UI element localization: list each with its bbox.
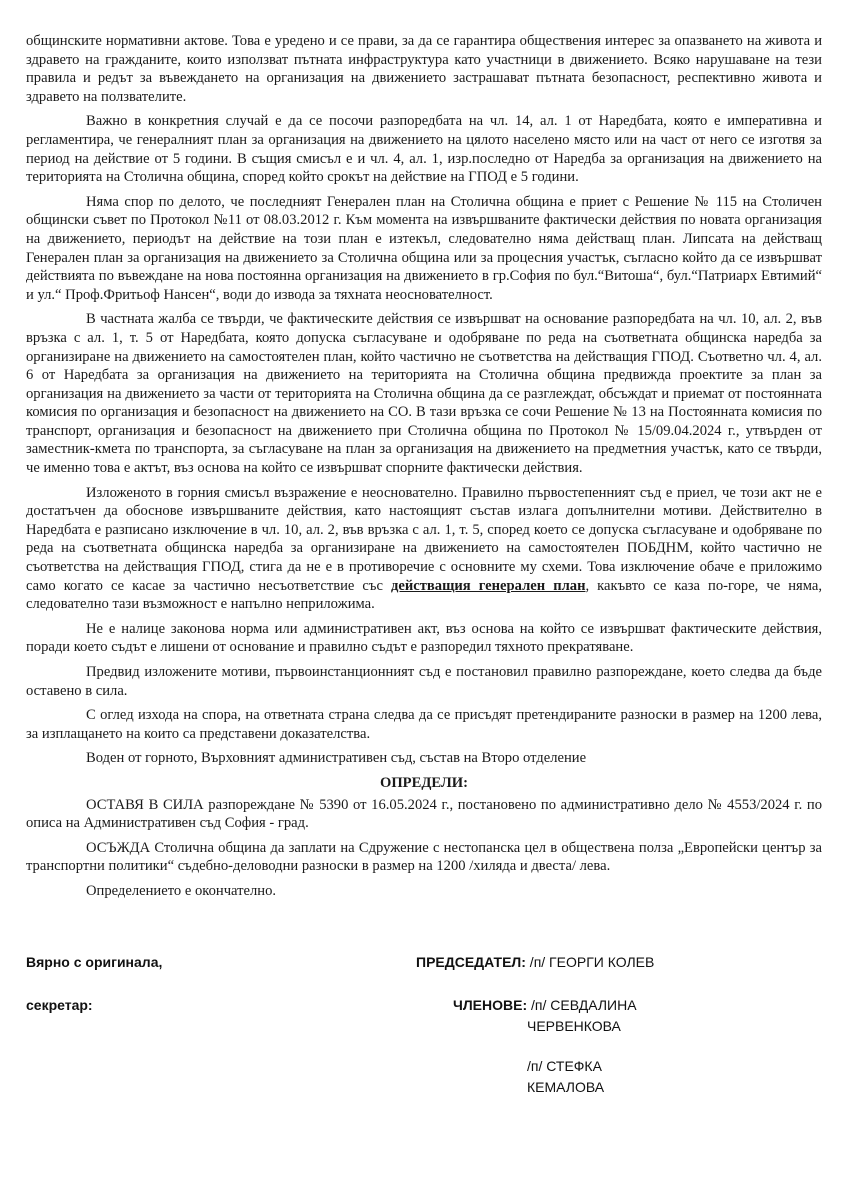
paragraph-3: Няма спор по делото, че последният Генерален план на Столична община е приет с Решение № 115 на Столичен общински съвет по Протокол №11 от 08.03.2012 г. Към момента на извършваните фактически действия по новата организация на движението, периодът на действие на този план е изтекъл, следователно няма действащ план. Липсата на действащ Генерален план за организация на движението за Столична община или за процесния участък, съгласно който да се извършват действията по въвеждане на нова постоянна организация на движението в гр.София по бул.“Витоша“, бул.“Патриарх Евтимий“ и ул.“ Проф.Фритьоф Нансен“, води до извода за тяхната неоснователност. bbox=[26, 193, 822, 303]
ruling-heading: ОПРЕДЕЛИ: bbox=[379, 774, 469, 791]
paragraph-5 bbox=[26, 484, 822, 614]
document-body bbox=[26, 32, 822, 907]
secretary-label: секретар: bbox=[26, 997, 93, 1013]
paragraph-9: Воден от горното, Върховният административен съд, състав на Второ отделение bbox=[86, 750, 587, 767]
emphasized-phrase: действащия генерален план bbox=[390, 577, 586, 594]
members-label: ЧЛЕНОВЕ: bbox=[453, 997, 528, 1013]
members-signature bbox=[453, 995, 637, 1015]
paragraph-8: С оглед изхода на спора, на ответната страна следва да се присъдят претендираните разноски в размер на 1200 лева, за изплащането на които са представени доказателства. bbox=[26, 707, 822, 742]
paragraph-10: ОСТАВЯ В СИЛА разпореждане № 5390 от 16.05.2024 г., постановено по административно дело № 4553/2024 г. по описа на Административен съд София - град. bbox=[26, 796, 822, 832]
chair-signature bbox=[416, 952, 654, 972]
chair-label: ПРЕДСЕДАТЕЛ: bbox=[416, 954, 526, 970]
paragraph-12: Определението е окончателно. bbox=[86, 882, 277, 899]
member-2-name-line1: /п/ СТЕФКА bbox=[527, 1058, 602, 1074]
paragraph-1: общинските нормативни актове. Това е уредено и се прави, за да се гарантира обществения интерес за опазването на живота и здравето на гражданите, които използват пътната инфраструктура като участници в движението. Всяко нарушаване на тези правила и редът за въвеждането на организация на движението застрашават пътната безопасност, респективно живота и здравето на ползвателите. bbox=[26, 33, 822, 105]
member-1-name-line1: /п/ СЕВДАЛИНА bbox=[527, 997, 637, 1013]
paragraph-5-end: , какъвто се каза по-горе, че няма, следователно тази възможност е напълно неприложима. bbox=[26, 577, 823, 613]
paragraph-11: ОСЪЖДА Столична община да заплати на Сдружение с нестопанска цел в обществена полза „Европейски център за транспортни политики“ съдебно-деловодни разноски в размер на 1200 /хиляда и двеста/ лева. bbox=[26, 839, 822, 875]
member-1-name-line2: ЧЕРВЕНКОВА bbox=[527, 1018, 621, 1034]
paragraph-7: Предвид изложените мотиви, първоинстанционният съд е постановил правилно разпореждане, което следва да бъде оставено в сила. bbox=[26, 664, 822, 699]
paragraph-6: Не е налице законова норма или административен акт, въз основа на който се извършват фактическите действия, поради което съдът е лишени от основание и правилно съдът е разпоредил тяхното прекратяване. bbox=[26, 620, 822, 656]
paragraph-5-start: Изложеното в горния смисъл възражение е неоснователно. Правилно първостепенният съд е приел, че този акт не е достатъчен да обоснове извършваните действия, като настоящият състав излага допълнителни мотиви. Действително в Наредбата е разписано изключение в чл. 10, ал. 2, във връзка с ал. 1, т. 5, според което се допуска съгласуване и одобряване по реда на съответната общинска наредба за организиране на движението на самостоятелен ПОБДНМ, който частично не съответства на действащия ГПОД, стига да не е в противоречие с основните му схеми. Това изключение обаче е приложимо само когато се касае за частично несъответствие със bbox=[26, 484, 822, 594]
true-copy-label: Вярно с оригинала, bbox=[26, 954, 163, 970]
paragraph-4: В частната жалба се твърди, че фактическите действия се извършват на основание разпоредбата на чл. 10, ал. 2, във връзка с ал. 1, т. 5 от Наредбата, която допуска съгласуване и одобряване по реда на съответната общинска наредба за организиране на движението на самостоятелен план, който частично не съответства на действащия ГПОД. Съответно чл. 4, ал. 6 от Наредбата за организация на движението на територията на Столична община предвижда проектите за план за организация на движението за части от територията на Столична община да се разглеждат, обсъждат и приемат от постоянната комисия по организация и безопасност на движението на СО. В тази връзка се сочи Решение № 13 на Постоянната комисия по транспорт, организация и безопасност на движението при Столична община по Протокол № 15/09.04.2024 г., утвърден от заместник-кмета по транспорта, за съгласуване на план за организация на движението на предметния участък, като се твърди, че именно това е актът, въз основа на който се извършват спорните фактически действия. bbox=[26, 311, 822, 477]
member-2-name-line2: КЕМАЛОВА bbox=[527, 1079, 605, 1095]
paragraph-2: Важно в конкретния случай е да се посочи разпоредбата на чл. 14, ал. 1 от Наредбата, която е императивна и регламентира, че генералният план за организация на движението на цялото населено място или на част от него се изготвя за период на действие от 5 години. В същия смисъл е и чл. 4, ал. 1, изр.последно от Наредба за организация на движението на територията на Столична община, според който срокът на действие на ГПОД е 5 години. bbox=[26, 113, 822, 186]
chair-name: /п/ ГЕОРГИ КОЛЕВ bbox=[525, 954, 655, 970]
